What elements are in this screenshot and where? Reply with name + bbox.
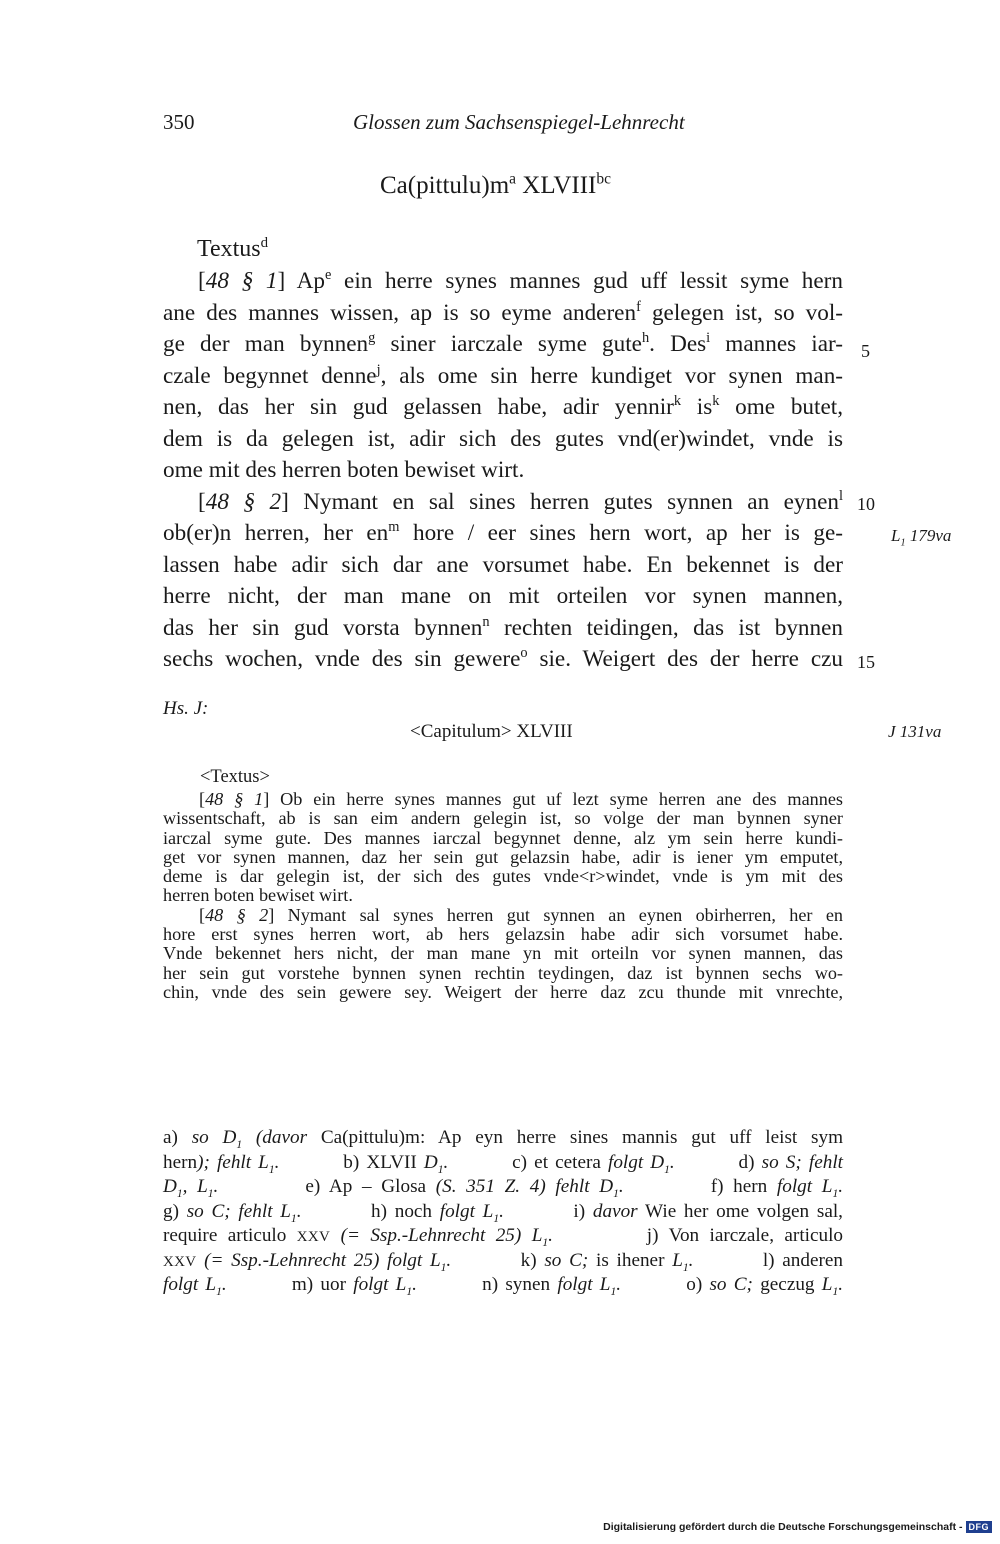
hs-line: herren boten bewiset wirt. [163,885,353,906]
text-line: ge der man bynnen$^g$ siner iarczale syme gute$^h$. Des$^i$ mannes iar- [163,330,844,357]
hs-margin-ref: J 131va [888,722,942,741]
margin-ref-l1: $L_1$ 179va [891,526,952,549]
footer-text: Digitalisierung gefördert durch die Deutsche Forschungsgemeinschaft - [603,1521,963,1533]
footnote-line: hern); fehlt $L_1$. b) XLVII $D_1$. c) et cetera folgt $D_1$. d) so S; fehlt [163,1151,843,1176]
text-line: lassen habe adir sich dar ane vorsumet habe. En bekennet is der [163,551,843,578]
hs-line: wissentschaft, ab is san eim andern gelegin ist, so volge der man bynnen syner [163,808,843,829]
hs-line: Vnde bekennet hers nicht, der man mane yn mit orteiln vor synen mannen, das [163,943,843,964]
footer [603,1521,992,1533]
dfg-logo: DFG [966,1521,993,1533]
hs-line: hore erst synes herren wort, ab hers gelazsin habe adir sich vorsumet habe. [163,924,843,945]
hs-textus: <Textus> [200,767,270,787]
running-title: Glossen zum Sachsenspiegel-Lehnrecht [353,110,685,134]
text-line: sechs wochen, vnde des sin gewere$^o$ sie. Weigert des der herre czu [163,645,844,672]
text-line: czale begynnet denne$^j$, als ome sin herre kundiget vor synen man- [163,361,844,389]
line-number-15: 15 [857,652,875,672]
main-text [163,266,843,676]
hs-line: chin, vnde des sein gewere sey. Weigert der herre daz zcu thunde mit vnrechte, [163,981,843,1002]
page-number: 350 [163,110,195,134]
text-line: ane des mannes wissen, ap is so eyme anderen$^f$ gelegen ist, so vol- [163,298,843,326]
text-line: [48 § 2] Nymant en sal sines herren gutes synnen an eynen$^l$ [198,487,844,515]
footnote-ref-d: d [260,234,269,251]
chapter-heading-text: Ca(pittulu)m [380,172,510,199]
footnotes [163,1126,843,1298]
hs-line: [48 § 2] Nymant sal synes herren gut synnen an eynen obirherren, her en [199,904,843,925]
footnote-line: require articulo XXV (= Ssp.-Lehnrecht 25) $L_1$. j) Von iarczale, articulo [163,1225,844,1249]
hs-line: deme is dar gelegin ist, der sich des gutes vnde<r>windet, vnde is ym mit des [163,866,843,887]
text-line: [48 § 1] Ap$^e$ ein herre synes mannes gud uff lessit syme hern [198,267,844,294]
hs-line: [48 § 1] Ob ein herre synes mannes gut uf lezt syme herren ane des mannes [199,789,843,809]
footnote-line: folgt $L_1$. m) uor folgt $L_1$. n) synen folgt $L_1$. o) so C; geczug $L_1$. [163,1274,844,1298]
hs-heading: <Capitulum> XLVIII [410,721,573,742]
text-line: das her sin gud vorsta bynnen$^n$ rechten teidingen, das ist bynnen [163,613,843,641]
chapter-numeral: XLVIII [516,172,597,199]
line-number-5: 5 [861,341,870,361]
footnote-line: XXV (= Ssp.-Lehnrecht 25) folgt $L_1$. k) so C; is ihener $L_1$. l) anderen [163,1249,844,1274]
hs-label: Hs. J: [163,698,209,719]
hs-text [163,790,843,1002]
line-number-10: 10 [857,494,875,514]
text-line: dem is da gelegen ist, adir sich des gutes vnd(er)windet, vnde is [163,425,843,452]
footnote-line: a) so $D_1$ (davor Ca(pittulu)m: Ap eyn herre sines mannis gut uff leist sym [163,1127,844,1151]
hs-line: get vor synen mannen, daz her sein gut gelazsin habe, adir is iener ym emputet, [163,846,843,867]
hs-line: her sein gut vorstehe bynnen synen rechtin teydingen, daz ist bynnen sechs wo- [163,962,843,983]
text-line: ome mit des herren boten bewiset wirt. [163,457,525,483]
footnote-line: $D_1$, $L_1$. e) Ap – Glosa (S. 351 Z. 4) fehlt $D_1$. f) hern folgt $L_1$. [163,1176,844,1200]
footnote-line: g) so C; fehlt $L_1$. h) noch folgt $L_1$. i) davor Wie her ome volgen sal, [163,1200,843,1225]
textus-label: Textus$^d$ [197,234,269,262]
footnote-ref-a: a [509,170,517,188]
footnote-ref-bc: bc [596,170,611,188]
chapter-heading [380,172,611,200]
text-line: ob(er)n herren, her $en^m$ hore / eer sines hern wort, ap her is ge- [163,519,843,546]
text-line: herre nicht, der man mane on mit orteilen vor synen mannen, [163,583,843,609]
text-line: nen, das her sin gud gelassen habe, adir yennir$^k$ $is^k$ ome butet, [163,393,843,420]
hs-line: iarczal syme gute. Des mannes iarczal begynnet denne, alz ym sein herre kundi- [163,827,843,848]
